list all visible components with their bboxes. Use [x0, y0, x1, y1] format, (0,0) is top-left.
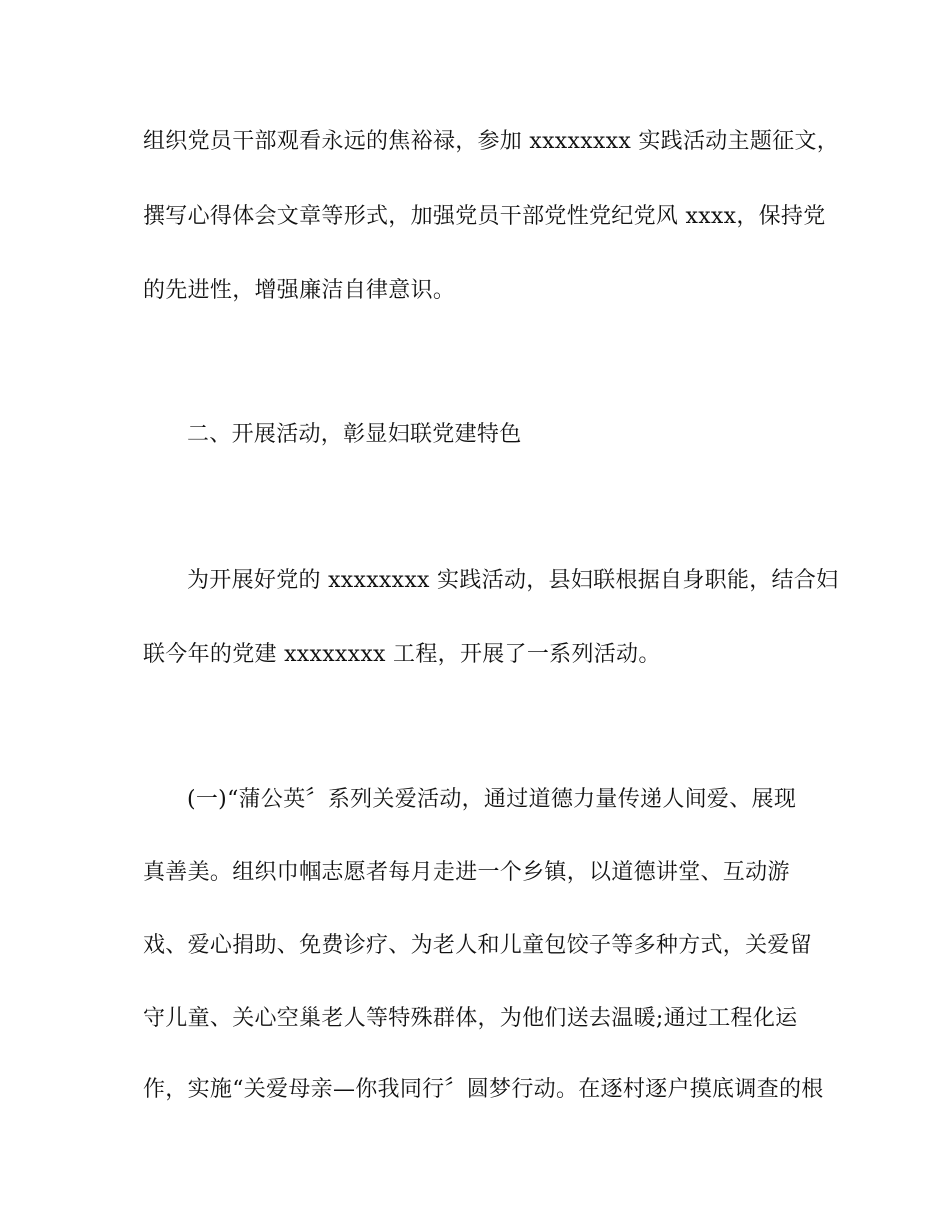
section-heading: 二、开展活动，彰显妇联党建特色: [187, 422, 522, 447]
paragraph-line: 撰写心得体会文章等形式，加强党员干部党性党纪党风 xxxx，保持党: [143, 204, 826, 229]
paragraph-line: 的先进性，增强廉洁自律意识。: [143, 278, 456, 303]
paragraph-line: 戏、爱心捐助、免费诊疗、为老人和儿童包饺子等多种方式，关爱留: [143, 933, 813, 958]
paragraph-line: 作，实施“关爱母亲—你我同行〞圆梦行动。在逐村逐户摸底调查的根: [143, 1077, 824, 1102]
paragraph-line: 守儿童、关心空巢老人等特殊群体，为他们送去温暖;通过工程化运: [143, 1006, 798, 1031]
paragraph-line: 真善美。组织巾帼志愿者每月走进一个乡镇，以道德讲堂、互动游: [143, 860, 790, 885]
paragraph-line: (一)“蒲公英〞系列关爱活动，通过道德力量传递人间爱、展现: [187, 787, 797, 812]
paragraph-line: 组织党员干部观看永远的焦裕禄，参加 xxxxxxxx 实践活动主题征文，: [143, 129, 840, 154]
paragraph-line: 为开展好党的 xxxxxxxx 实践活动，县妇联根据自身职能，结合妇: [187, 568, 839, 593]
paragraph-line: 联今年的党建 xxxxxxxx 工程，开展了一系列活动。: [143, 642, 661, 667]
